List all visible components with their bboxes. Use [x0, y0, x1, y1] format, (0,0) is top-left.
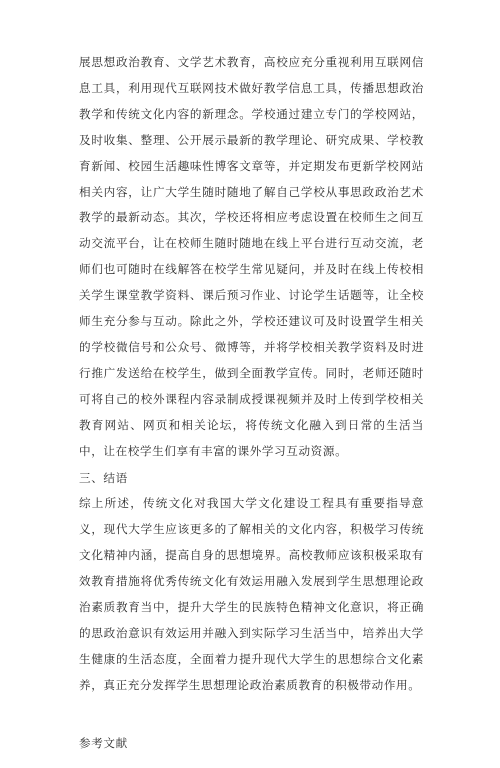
body-paragraph: 展思想政治教育、文学艺术教育，高校应充分重视利用互联网信息工具，利用现代互联网技术做好教学信息工具，传播思想政治教学和传统文化内容的新理念。学校通过建立专门的学校网站，及时收集、整理、公开展示最新的教学理论、研究成果、学校教育新闻、校园生活趣味性博客文章等，并定期发布更新学校网站相关内容，让广大学生随时随地了解自己学校从事思政政治艺术教学的最新动态。其次，学校还将相应考虑设置在校师生之间互动交流平台，让在校师生随时随地在线上平台进行互动交流，老师们也可随时在线解答在校学生常见疑问，并及时在线上传校相关学生课堂教学资料、课后预习作业、讨论学生话题等，让全校师生充分参与互动。除此之外，学校还建议可及时设置学生相关的学校微信号和公众号、微博等，并将学校相关教学资料及时进行推广发送给在校学生，做到全面教学宣传。同时，老师还随时可将自己的校外课程内容录制成授课视频并及时上传到学校相关教育网站、网页和相关论坛，将传统文化融入到日常的生活当中，让在校学生们享有丰富的课外学习互动资源。 — [79, 55, 424, 458]
section-heading: 三、结语 — [79, 470, 128, 485]
document-body — [79, 50, 424, 768]
references-heading: 参考文献 — [79, 735, 128, 750]
conclusion-paragraph: 综上所述，传统文化对我国大学文化建设工程具有重要指导意义，现代大学生应该更多的了解相关的文化内容，积极学习传统文化精神内涵，提高自身的思想境界。高校教师应该积极采取有效教育措施将优秀传统文化有效运用融入发展到学生思想理论政治素质教育当中，提升大学生的民族特色精神文化意识，将正确的思政治意识有效运用并融入到实际学习生活当中，培养出大学生健康的生活态度，全面着力提升现代大学生的思想综合文化素养，真正充分发挥学生思想理论政治素质教育的积极带动作用。 — [79, 496, 424, 692]
